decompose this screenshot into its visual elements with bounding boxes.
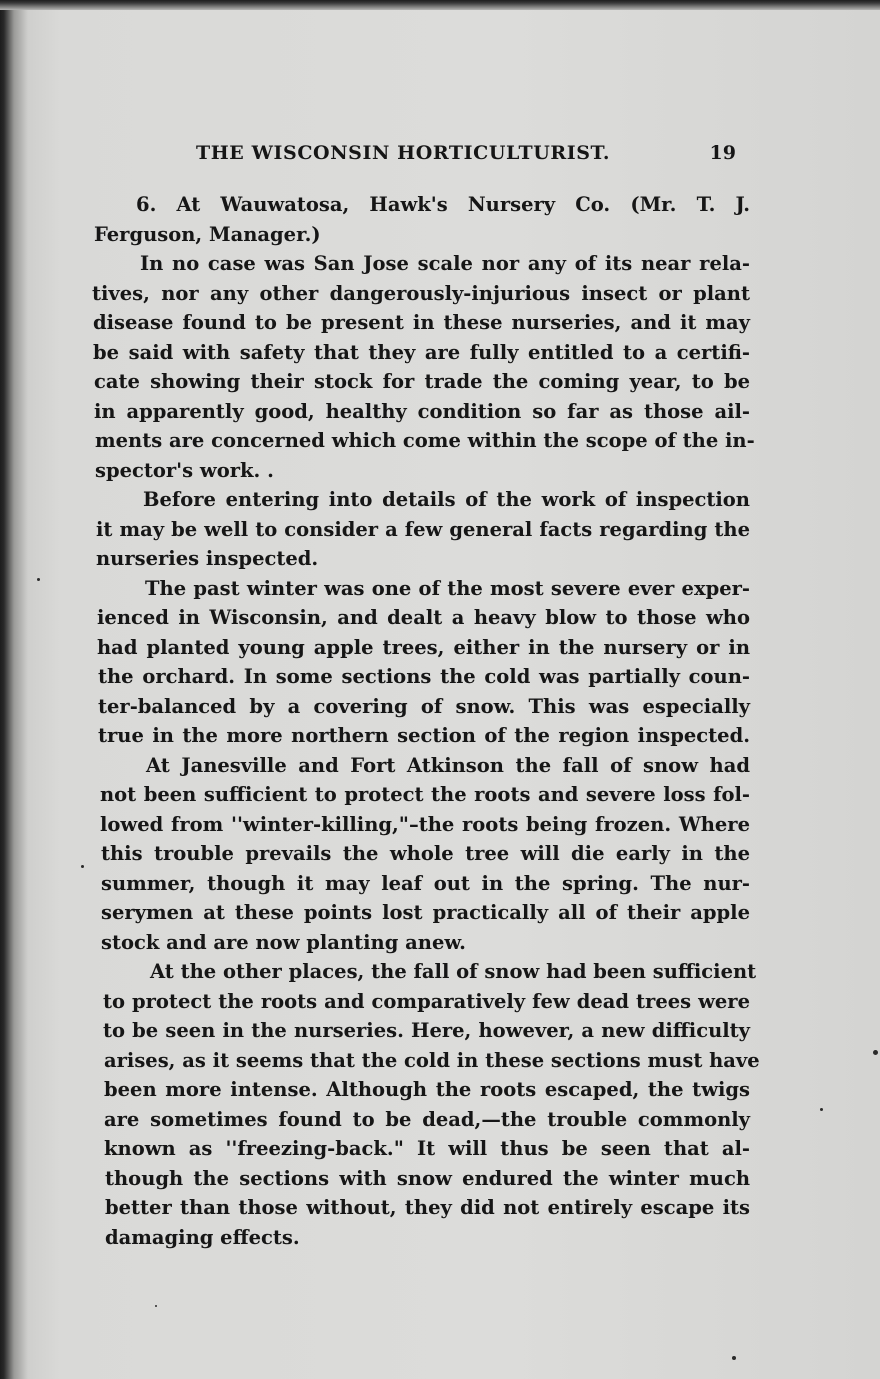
text-line: nurseries inspected. bbox=[96, 547, 319, 570]
text-line: disease found to be present in these nurseries, and it may bbox=[93, 311, 750, 334]
text-line: arises, as it seems that the cold in these sections must have bbox=[104, 1048, 760, 1072]
text-line: though the sections with snow endured the winter much bbox=[105, 1166, 750, 1190]
speck-mark bbox=[732, 1356, 736, 1360]
speck-mark bbox=[155, 1305, 157, 1307]
text-line: The past winter was one of the most severe ever exper- bbox=[145, 576, 750, 600]
page-number: 19 bbox=[709, 142, 736, 164]
page-header bbox=[196, 142, 744, 172]
text-line: ments are concerned which come within the scope of the in- bbox=[95, 429, 755, 452]
text-line: had planted young apple trees, either in the nursery or in bbox=[97, 635, 750, 659]
text-line: known as ''freezing-back." It will thus be seen that al- bbox=[104, 1137, 750, 1160]
text-line: lowed from ''winter-killing,"–the roots being frozen. Where bbox=[100, 812, 750, 836]
speck-mark bbox=[873, 1050, 878, 1055]
text-line: tives, nor any other dangerously-injurious insect or plant bbox=[92, 281, 750, 305]
text-line: Ferguson, Manager.) bbox=[94, 222, 321, 246]
text-line: summer, though it may leaf out in the spring. The nur- bbox=[101, 871, 750, 895]
text-line: 6. At Wauwatosa, Hawk's Nursery Co. (Mr. T. J. bbox=[136, 193, 750, 216]
page-top-edge bbox=[0, 0, 880, 10]
speck-mark bbox=[81, 865, 84, 868]
text-line: in apparently good, healthy condition so far as those ail- bbox=[94, 399, 750, 423]
text-line: At the other places, the fall of snow had been sufficient bbox=[150, 960, 757, 983]
text-line: to be seen in the nurseries. Here, however, a new difficulty bbox=[103, 1019, 750, 1042]
text-line: At Janesville and Fort Atkinson the fall of snow had bbox=[146, 753, 750, 777]
text-line: be said with safety that they are fully entitled to a certifi- bbox=[93, 340, 750, 364]
text-line: spector's work. . bbox=[95, 458, 274, 482]
text-line: damaging effects. bbox=[105, 1225, 300, 1249]
text-line: not been sufficient to protect the roots and severe loss fol- bbox=[100, 783, 750, 806]
speck-mark bbox=[820, 1108, 823, 1111]
text-line: it may be well to consider a few general facts regarding the bbox=[96, 517, 750, 541]
text-line: In no case was San Jose scale nor any of its near rela- bbox=[140, 252, 750, 275]
text-line: ienced in Wisconsin, and dealt a heavy blow to those who bbox=[97, 606, 750, 629]
body-text bbox=[90, 190, 760, 1252]
text-line: Before entering into details of the work of inspection bbox=[143, 488, 750, 511]
text-line: the orchard. In some sections the cold was partially coun- bbox=[98, 665, 750, 688]
text-line: this trouble prevails the whole tree will die early in the bbox=[101, 842, 750, 865]
text-line: ter-balanced by a covering of snow. This was especially bbox=[98, 694, 750, 718]
speck-mark bbox=[37, 578, 40, 581]
text-line: true in the more northern section of the region inspected. bbox=[98, 724, 750, 747]
text-line: are sometimes found to be dead,—the trouble commonly bbox=[104, 1107, 750, 1131]
text-line: stock and are now planting anew. bbox=[101, 930, 466, 954]
text-line: to protect the roots and comparatively few dead trees were bbox=[103, 989, 750, 1013]
text-line: cate showing their stock for trade the coming year, to be bbox=[94, 370, 750, 393]
running-title: THE WISCONSIN HORTICULTURIST. bbox=[196, 142, 611, 164]
text-line: been more intense. Although the roots escaped, the twigs bbox=[104, 1078, 750, 1101]
text-line: better than those without, they did not entirely escape its bbox=[105, 1196, 750, 1219]
text-line: serymen at these points lost practically all of their apple bbox=[101, 901, 750, 924]
